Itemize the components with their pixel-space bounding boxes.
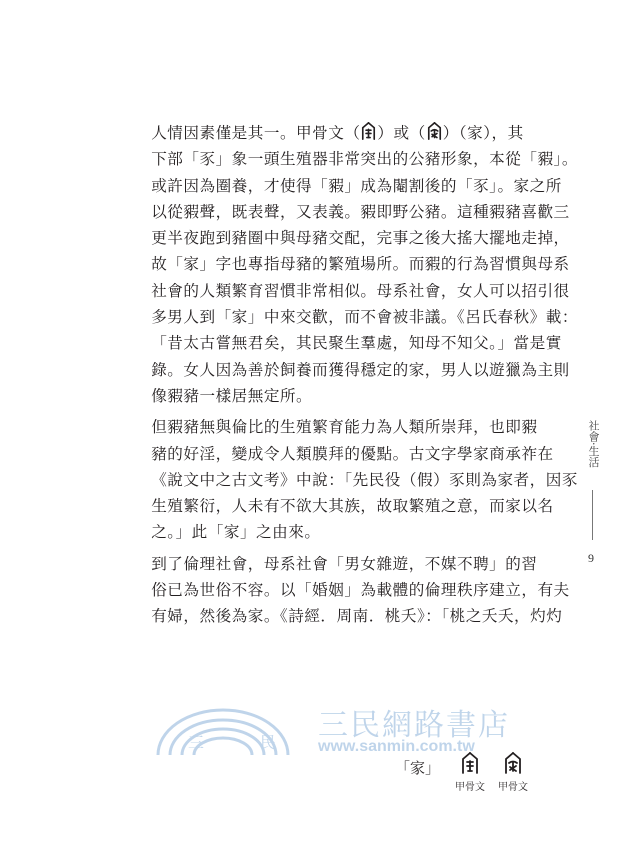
- text-line: [120, 493, 554, 519]
- text-line: [120, 414, 540, 440]
- text-line: [120, 551, 540, 577]
- text-run: 「昔太古嘗無君矣，其民聚生羣處，知母不知父。」當是實: [151, 334, 562, 353]
- text-run: 豬的好淫，變成令人類膜拜的優點。古文字學家商承祚在: [151, 444, 554, 463]
- text-line: [120, 603, 563, 629]
- text-line: [120, 330, 562, 356]
- oracle-bone-jia-icon: [461, 752, 479, 774]
- text-run: 有婦，然後為家。《詩經．周南．桃夭》：「桃之夭夭，灼灼: [151, 607, 563, 626]
- glyph-label: 甲骨文: [498, 782, 528, 793]
- text-line: [120, 467, 578, 493]
- watermark-char-right: 民: [260, 733, 277, 752]
- text-line: [120, 357, 570, 383]
- text-line: [120, 251, 570, 277]
- text-run: 錄。女人因為善於飼養而獲得穩定的家，男人以遊獵為主則: [151, 360, 570, 379]
- text-run: 人情因素僅是其一。甲骨文（: [151, 124, 361, 142]
- glyph-label: 甲骨文: [455, 782, 485, 793]
- figure-glyph-2: [493, 752, 533, 793]
- text-line: [120, 304, 578, 330]
- oracle-bone-jia-icon: [360, 124, 377, 142]
- text-line: [120, 120, 540, 146]
- body-text: [120, 120, 578, 630]
- text-run: 下部「豕」象一頭生殖器非常突出的公豬形象，本從「豭」。: [151, 150, 578, 169]
- text-run: 之。」此「家」之由來。: [151, 523, 321, 542]
- watermark-url: www.sanmin.com.tw: [318, 738, 475, 755]
- oracle-bone-jia-icon: [504, 752, 522, 774]
- text-run: 到了倫理社會，母系社會「男女雜遊，不媒不聘」的習: [151, 554, 538, 573]
- text-line: [120, 519, 540, 545]
- text-run: 但豭豬無與倫比的生殖繁育能力為人類所崇拜，也即豭: [151, 418, 538, 437]
- text-run: ）或（: [377, 124, 426, 142]
- paragraph: [120, 414, 578, 545]
- text-run: 《說文中之古文考》中說：「先民役（假）豕則為家者，因豕: [151, 470, 578, 489]
- text-line: [120, 173, 562, 199]
- text-line: [120, 278, 570, 304]
- text-run: 像豭豬一樣居無定所。: [151, 386, 313, 405]
- paragraph: [120, 120, 578, 409]
- watermark-char-left: 三: [188, 733, 205, 752]
- text-line: [120, 441, 554, 467]
- text-line: [120, 383, 540, 409]
- text-run: 更半夜跑到豬圈中與母豬交配，完事之後大搖大擺地走掉，: [151, 229, 570, 248]
- text-run: 社會的人類繁育習慣非常相似。母系社會，女人可以招引很: [151, 281, 570, 300]
- text-run: ）（家），其: [442, 124, 524, 142]
- text-line: [120, 577, 570, 603]
- running-header: 社會·生活: [587, 420, 600, 468]
- text-run: 生殖繁衍，人未有不欲大其族，故取繁殖之意，而家以名: [151, 497, 554, 516]
- text-run: 俗已為世俗不容。以「婚姻」為載體的倫理秩序建立，有夫: [151, 581, 570, 600]
- oracle-bone-jia-icon: [426, 124, 443, 142]
- text-line: [120, 199, 570, 225]
- page-number: 9: [588, 551, 594, 565]
- text-line: [120, 146, 578, 172]
- text-run: 或許因為圈養，才使得「豭」成為閹割後的「豕」。家之所: [151, 176, 562, 195]
- figure-glyph-1: [450, 752, 490, 793]
- text-line: [120, 225, 570, 251]
- text-run: 以從豭聲，既表聲，又表義。豭即野公豬。這種豭豬喜歡三: [151, 202, 570, 221]
- paragraph: [120, 551, 570, 630]
- text-run: 故「家」字也專指母豬的繁殖場所。而豭的行為習慣與母系: [151, 255, 570, 274]
- header-rule: [592, 490, 593, 540]
- text-run: 多男人到「家」中來交歡，而不會被非議。《呂氏春秋》載：: [151, 308, 578, 327]
- watermark-store-name: 三民網路書店: [318, 708, 510, 743]
- figure-caption: 「家」: [395, 759, 441, 777]
